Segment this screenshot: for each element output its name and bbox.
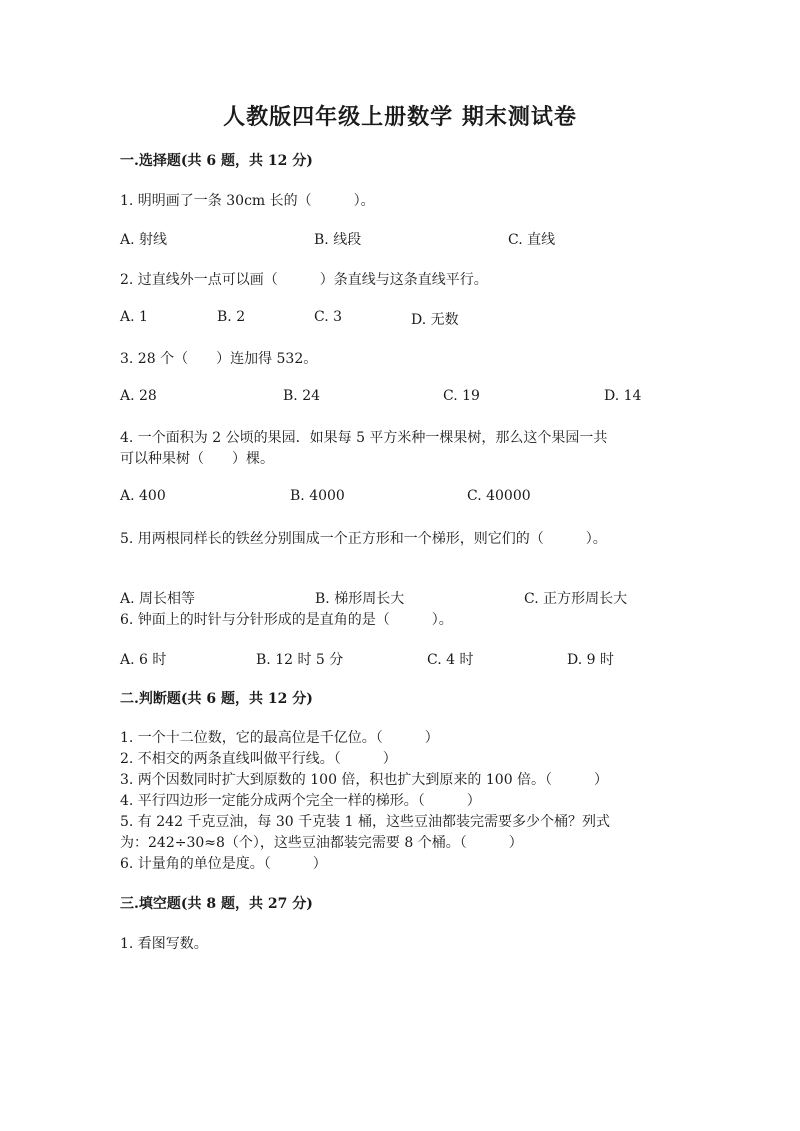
option: B. 4000 [290,488,345,504]
question-text: 可以种果树（ ）棵。 [120,451,274,467]
option: C. 40000 [467,488,531,504]
option: A. 周长相等 [120,591,196,607]
option: A. 28 [120,388,157,404]
section-heading-fill: 三.填空题(共 8 题，共 27 分) [120,896,313,912]
option: D. 无数 [411,312,459,328]
option: C. 19 [443,388,480,404]
option: D. 9 时 [567,652,614,668]
option: C. 正方形周长大 [524,591,628,607]
option: B. 线段 [314,232,362,248]
question-text: 6. 钟面上的时针与分针形成的是直角的是（ ）。 [120,612,453,628]
section-heading-judge: 二.判断题(共 6 题，共 12 分) [120,691,313,707]
option: B. 12 时 5 分 [256,652,344,668]
judge-item: 4. 平行四边形一定能分成两个完全一样的梯形。（ ） [120,793,481,809]
option: B. 24 [283,388,321,404]
judge-item: 2. 不相交的两条直线叫做平行线。（ ） [120,751,397,767]
option: C. 3 [314,309,343,325]
page-title: 人教版四年级上册数学 期末测试卷 [223,104,577,130]
option: B. 2 [217,309,246,325]
option: D. 14 [604,388,642,404]
option: A. 射线 [120,232,168,248]
fill-item: 1. 看图写数。 [120,936,208,952]
question-text: 3. 28 个（ ）连加得 532。 [120,351,318,367]
judge-item: 1. 一个十二位数，它的最高位是千亿位。（ ） [120,730,439,746]
option: A. 400 [120,488,166,504]
question-text: 4. 一个面积为 2 公顷的果园．如果每 5 平方米种一棵果树，那么这个果园一共 [120,430,608,446]
question-text: 2. 过直线外一点可以画（ ）条直线与这条直线平行。 [120,272,488,288]
judge-item: 为：242÷30≈8（个），这些豆油都装完需要 8 个桶。（ ） [120,835,523,851]
option: C. 4 时 [427,652,474,668]
judge-item: 3. 两个因数同时扩大到原数的 100 倍，积也扩大到原来的 100 倍。（ ） [120,772,609,788]
option: A. 1 [120,309,148,325]
section-heading-choice: 一.选择题(共 6 题，共 12 分) [120,153,313,169]
judge-item: 6. 计量角的单位是度。（ ） [120,856,327,872]
option: C. 直线 [508,232,556,248]
question-text: 1. 明明画了一条 30cm 长的（ ）。 [120,193,375,209]
option: B. 梯形周长大 [315,591,405,607]
option: A. 6 时 [120,652,167,668]
judge-item: 5. 有 242 千克豆油，每 30 千克装 1 桶，这些豆油都装完需要多少个桶？列式 [120,814,610,830]
question-text: 5. 用两根同样长的铁丝分别围成一个正方形和一个梯形，则它们的（ ）。 [120,531,607,547]
